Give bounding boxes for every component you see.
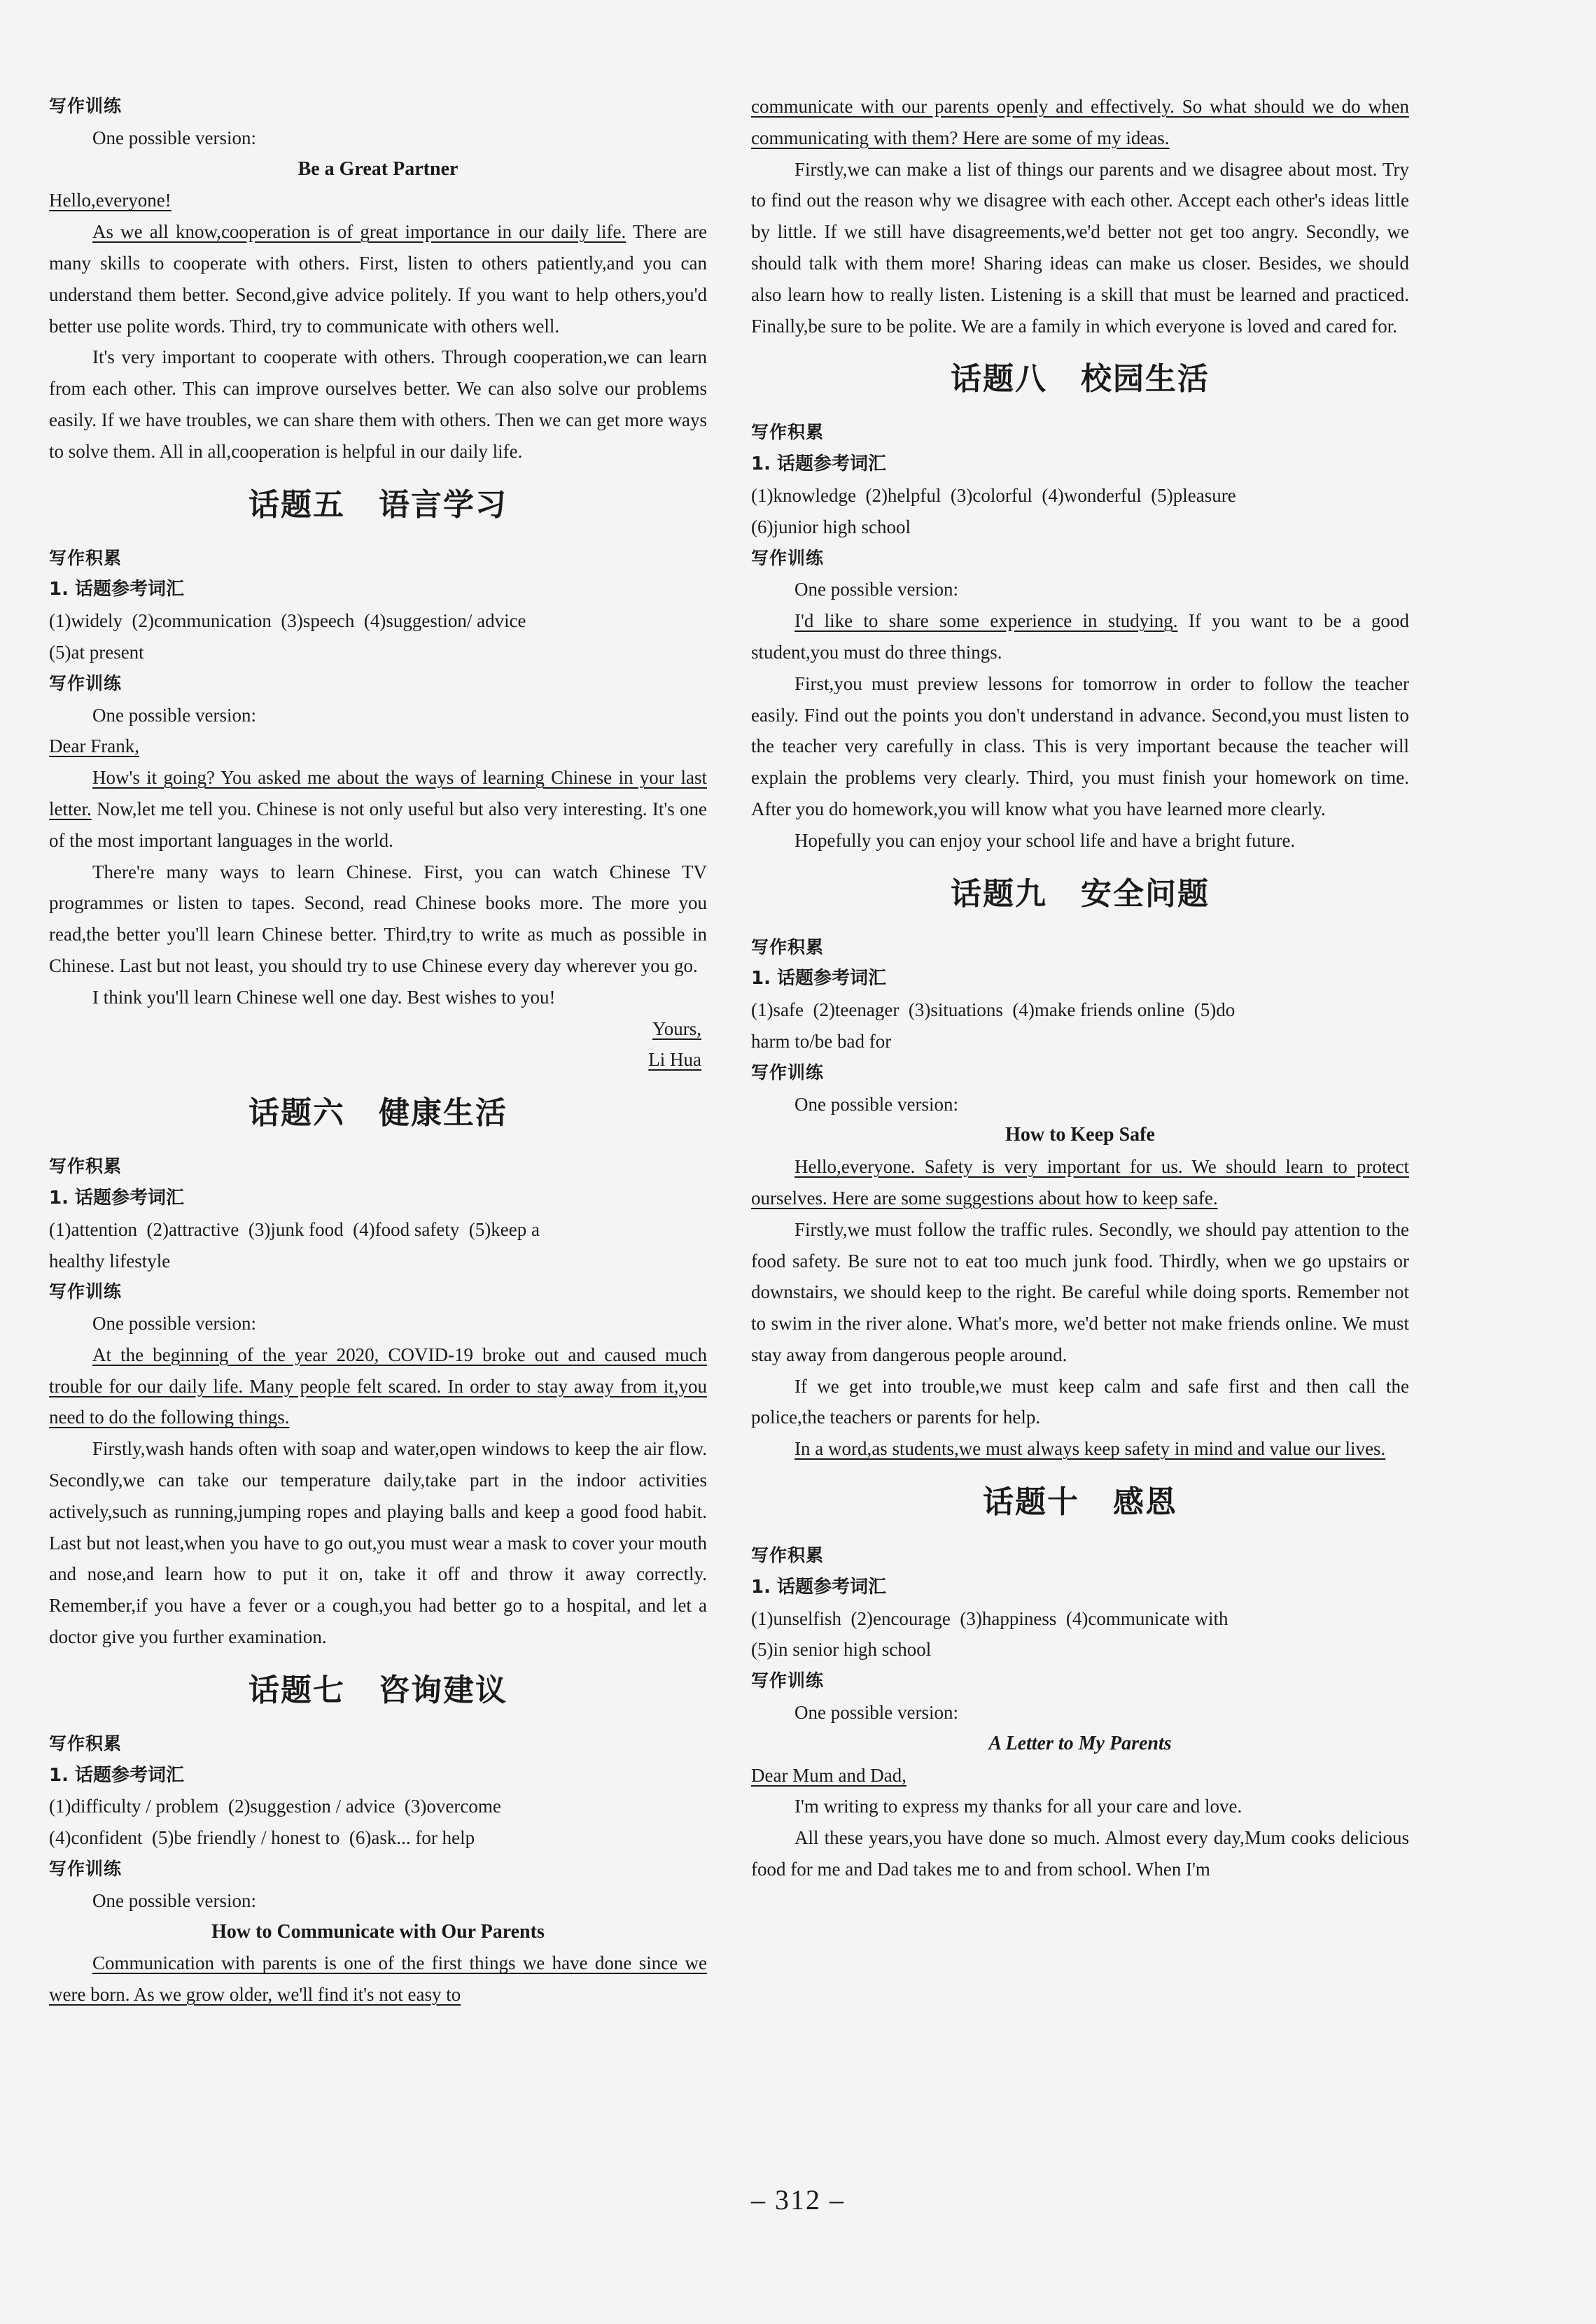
section-label: 写作训练 bbox=[49, 96, 122, 116]
essay-title: How to Communicate with Our Parents bbox=[211, 1920, 545, 1943]
essay-title: How to Keep Safe bbox=[1005, 1124, 1155, 1146]
page-number: – 312 – bbox=[751, 2184, 845, 2216]
intro-line: One possible version: bbox=[92, 1313, 256, 1334]
topic-heading: 话题八 校园生活 bbox=[951, 361, 1210, 397]
paragraph: Hopefully you can enjoy your school life and have a bright future. bbox=[794, 829, 1296, 851]
vocab-line: (6)junior high school bbox=[751, 516, 911, 537]
paragraph: How's it going? You asked me about the ways of learning Chinese in your last letter. Now,let me tell you. Chinese is not only useful but also very interesting. It's one of the most important languages in the world. bbox=[49, 767, 707, 851]
section-label: 写作积累 bbox=[751, 1545, 825, 1566]
topic-heading: 话题五 语言学习 bbox=[248, 486, 507, 523]
section-label: 写作训练 bbox=[49, 1281, 122, 1302]
topic-heading: 话题九 安全问题 bbox=[951, 875, 1210, 912]
vocab-heading: 1. 话题参考词汇 bbox=[751, 1576, 887, 1598]
vocab-line: healthy lifestyle bbox=[49, 1250, 171, 1272]
intro-line: One possible version: bbox=[92, 704, 256, 726]
topic-heading: 话题十 感恩 bbox=[983, 1484, 1177, 1521]
paragraph: I'm writing to express my thanks for all your care and love. bbox=[794, 1796, 1242, 1817]
vocab-line: harm to/be bad for bbox=[751, 1030, 892, 1052]
intro-line: One possible version: bbox=[92, 127, 256, 148]
paragraph: communicate with our parents openly and effectively. So what should we do when communicating with them? Here are some of my ideas. bbox=[751, 96, 1409, 148]
signature: Li Hua bbox=[648, 1049, 701, 1071]
paragraph: Firstly,we can make a list of things our parents and we disagree about most. Try to find out the reason why we disagree with each other. Accept each other's ideas little by little. If we still have disagreements,we'd better not get too angry. Secondly, we should talk with them more! Sharing ideas can make us closer. Besides, we should also learn how to really listen. Listening is a skill that must be learned and practiced. Finally,be sure to be polite. We are a family in which everyone is loved and cared for. bbox=[751, 158, 1409, 337]
paragraph: I think you'll learn Chinese well one day. Best wishes to you! bbox=[92, 986, 556, 1008]
vocab-line: (5)in senior high school bbox=[751, 1639, 932, 1661]
paragraph: All these years,you have done so much. Almost every day,Mum cooks delicious food for me and Dad takes me to and from school. When I'm bbox=[751, 1827, 1409, 1880]
vocab-heading: 1. 话题参考词汇 bbox=[49, 1764, 185, 1786]
essay-title: Be a Great Partner bbox=[298, 157, 458, 180]
paragraph: There're many ways to learn Chinese. First, you can watch Chinese TV programmes or listen to tapes. Second, read Chinese books more. The more you read,the better you'll learn Chinese better. Third,try to write as much as possible in Chinese. Last but not least, you should try to use Chinese every day wherever you go. bbox=[49, 861, 707, 976]
section-label: 写作积累 bbox=[49, 1156, 122, 1177]
vocab-line: (1)unselfish (2)encourage (3)happiness (4)communicate with bbox=[751, 1607, 1228, 1629]
intro-line: One possible version: bbox=[794, 1702, 958, 1724]
paragraph: Firstly,we must follow the traffic rules. Secondly, we should pay attention to the food safety. Be sure not to eat too much junk food. Thirdly, when we go upstairs or downstairs, we should keep to the right. Be careful while doing sports. Remember not to swim in the river alone. What's more, we'd better not make friends online. We must stay away from dangerous people around. bbox=[751, 1218, 1409, 1365]
section-label: 写作积累 bbox=[49, 547, 122, 568]
section-label: 写作训练 bbox=[751, 1670, 825, 1691]
paragraph: First,you must preview lessons for tomorrow in order to follow the teacher easily. Find out the points you don't understand in advance. Second,you must listen to the teacher very carefully in class. This is very important because the teacher will explain the problems very clearly. Third, you must finish your homework on time. After you do homework,you will know what you have learned more clearly. bbox=[751, 672, 1409, 819]
essay-title: A Letter to My Parents bbox=[988, 1732, 1172, 1754]
paragraph: Hello,everyone. Safety is very important for us. We should learn to protect ourselves. Here are some suggestions about how to keep safe. bbox=[751, 1156, 1409, 1209]
section-label: 写作训练 bbox=[49, 672, 122, 693]
section-label: 写作积累 bbox=[49, 1733, 122, 1754]
paragraph: Firstly,wash hands often with soap and water,open windows to keep the air flow. Secondly,we can take our temperature daily,take part in the indoor activities actively,such as running,jumping ropes and playing balls and keep a good food habit. Last but not least,when you have to go out,you must wear a mask to cover your mouth and nose,and learn how to put it on, take it off and throw it away correctly. Remember,if you have a fever or a cough,you had better go to a hospital, and let a doctor give you further examination. bbox=[49, 1438, 707, 1648]
section-label: 写作积累 bbox=[751, 422, 825, 443]
intro-line: One possible version: bbox=[794, 579, 958, 600]
section-label: 写作训练 bbox=[49, 1859, 122, 1880]
paragraph: It's very important to cooperate with others. Through cooperation,we can learn from each other. This can improve ourselves better. We can also solve our problems easily. If we have troubles, we can share them with others. Then we can get more ways to solve them. All in all,cooperation is helpful in our daily life. bbox=[49, 346, 707, 462]
vocab-line: (5)at present bbox=[49, 641, 144, 663]
section-label: 写作积累 bbox=[751, 936, 825, 957]
paragraph: If we get into trouble,we must keep calm and safe first and then call the police,the teachers or parents for help. bbox=[751, 1375, 1409, 1428]
vocab-heading: 1. 话题参考词汇 bbox=[49, 1187, 185, 1209]
vocab-heading: 1. 话题参考词汇 bbox=[49, 579, 185, 600]
signature: Yours, bbox=[652, 1017, 701, 1039]
right-column bbox=[751, 91, 1409, 1885]
paragraph: In a word,as students,we must always keep safety in mind and value our lives. bbox=[794, 1438, 1386, 1460]
topic-heading: 话题七 咨询建议 bbox=[248, 1672, 507, 1708]
intro-line: One possible version: bbox=[794, 1093, 958, 1115]
vocab-heading: 1. 话题参考词汇 bbox=[751, 453, 887, 475]
vocab-line: (1)attention (2)attractive (3)junk food (4)food safety (5)keep a bbox=[49, 1218, 540, 1240]
vocab-line: (1)widely (2)communication (3)speech (4)suggestion/ advice bbox=[49, 610, 526, 632]
vocab-heading: 1. 话题参考词汇 bbox=[751, 968, 887, 990]
greeting: Dear Frank, bbox=[49, 735, 139, 757]
topic-heading: 话题六 健康生活 bbox=[248, 1095, 507, 1132]
vocab-line: (4)confident (5)be friendly / honest to (6)ask... for help bbox=[49, 1827, 475, 1849]
left-column bbox=[49, 91, 707, 2010]
paragraph: As we all know,cooperation is of great importance in our daily life. There are many skills to cooperate with others. First, listen to others patiently,and you can understand them better. Second,give advice politely. If you want to help others,you'd better use polite words. Third, try to communicate with others well. bbox=[49, 221, 707, 337]
section-label: 写作训练 bbox=[751, 1062, 825, 1083]
section-label: 写作训练 bbox=[751, 547, 825, 568]
greeting: Hello,everyone! bbox=[49, 190, 172, 211]
paragraph: At the beginning of the year 2020, COVID-19 broke out and caused much trouble for our daily life. Many people felt scared. In order to stay away from it,you need to do the following things. bbox=[49, 1344, 707, 1428]
paragraph: I'd like to share some experience in studying. If you want to be a good student,you must do three things. bbox=[751, 610, 1410, 663]
vocab-line: (1)knowledge (2)helpful (3)colorful (4)wonderful (5)pleasure bbox=[751, 484, 1236, 506]
greeting: Dear Mum and Dad, bbox=[751, 1764, 906, 1786]
vocab-line: (1)safe (2)teenager (3)situations (4)make friends online (5)do bbox=[751, 999, 1236, 1021]
vocab-line: (1)difficulty / problem (2)suggestion / advice (3)overcome bbox=[49, 1796, 501, 1817]
paragraph: Communication with parents is one of the first things we have done since we were born. As we grow older, we'll find it's not easy to bbox=[49, 1952, 707, 2006]
intro-line: One possible version: bbox=[92, 1889, 256, 1911]
